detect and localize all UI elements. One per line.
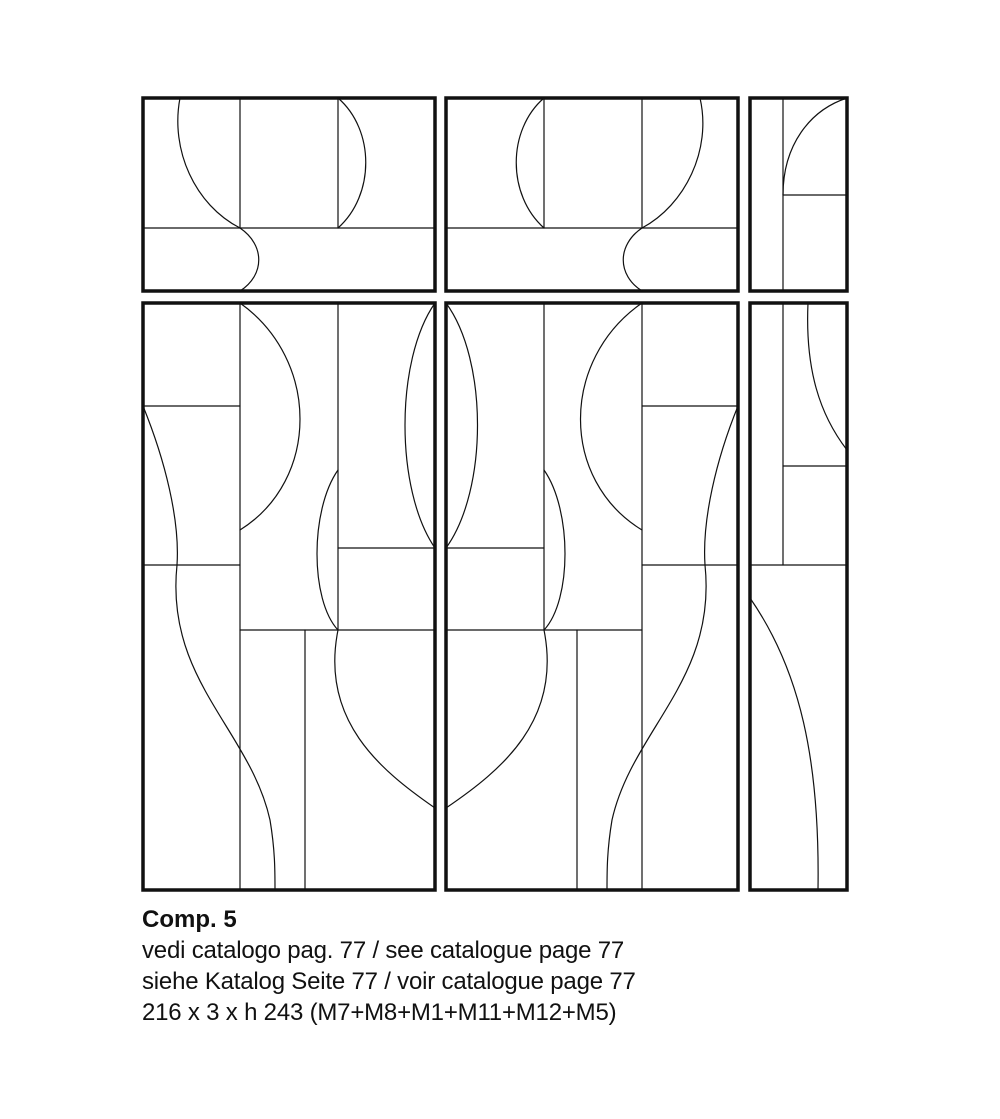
panel-top-left: [143, 98, 435, 291]
panel-bottom-left: [143, 303, 435, 890]
catalogue-reference-it-en: vedi catalogo pag. 77 / see catalogue page 77: [142, 937, 625, 964]
composition-title: Comp. 5: [142, 906, 237, 933]
catalogue-reference-de-fr: siehe Katalog Seite 77 / voir catalogue page 77: [142, 968, 636, 995]
panel-bottom-right: [750, 303, 847, 890]
dimensions-and-modules: 216 x 3 x h 243 (M7+M8+M1+M11+M12+M5): [142, 999, 617, 1026]
caption-block: [142, 905, 636, 1028]
panel-top-right: [750, 98, 847, 291]
panel-bottom-middle: [446, 303, 738, 890]
panel-top-middle: [446, 98, 738, 291]
